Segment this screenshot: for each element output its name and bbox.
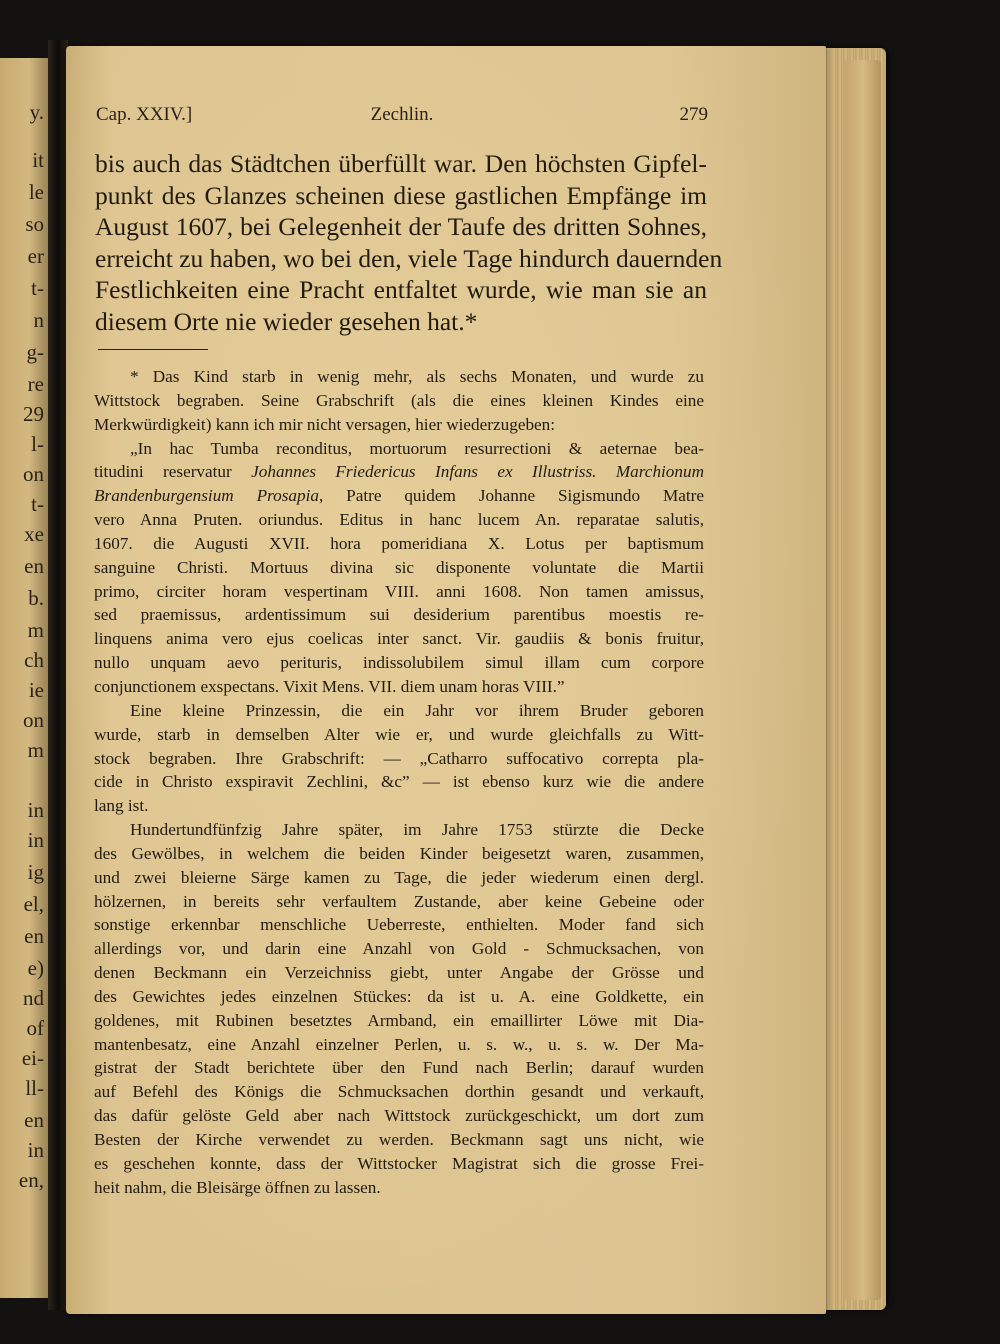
footnote-line: wurde, starb in demselben Alter wie er, und wurde gleichfalls zu Witt- xyxy=(94,724,704,744)
left-page-fragment: it xyxy=(32,148,44,172)
left-page-fragment: n xyxy=(33,308,44,332)
epitaph-text: titudini reservatur xyxy=(94,462,252,482)
left-page-fragment: ei- xyxy=(21,1046,44,1070)
left-page-fragment: xe xyxy=(24,522,44,546)
text-line: bis auch das Städtchen überfüllt war. Den höchsten Gipfel- xyxy=(95,149,707,178)
footnote-line: und zwei bleierne Särge kamen zu Tage, die jeder wiederum einen dergl. xyxy=(94,867,704,887)
left-page-fragment: en, xyxy=(18,1168,44,1192)
left-page-fragment: en xyxy=(24,924,44,948)
epitaph-line: conjunctionem exspectans. Vixit Mens. VII. diem unam horas VIII.” xyxy=(94,676,565,696)
epitaph-line: nullo unquam aevo perituris, indissolubilem simul illam cum corpore xyxy=(94,653,704,673)
left-page-fragment: l- xyxy=(31,432,44,456)
footnote-line: des Gewölbes, in welchem die beiden Kinder beigesetzt waren, zusammen, xyxy=(94,843,704,863)
left-page-fragment: t- xyxy=(31,492,44,516)
footnote-line: das dafür gelöste Geld aber nach Wittstock zurückgeschickt, um dort zum xyxy=(94,1106,704,1126)
left-page-fragment: y. xyxy=(29,100,44,124)
left-page-fragment: el, xyxy=(23,892,44,916)
left-page-fragment: ig xyxy=(27,860,44,884)
epitaph-line: „In hac Tumba reconditus, mortuorum resurrectioni & aeternae bea- xyxy=(130,438,704,458)
epitaph-italic-name: Brandenburgensium Prosapia xyxy=(94,486,319,506)
left-page-fragment: so xyxy=(25,212,44,236)
epitaph-line: sanguine Christi. Mortuus divina sic disponente voluntate die Martii xyxy=(94,557,704,577)
footnote-line: cide in Christo exspiravit Zechlini, &c” — ist ebenso kurz wie die andere xyxy=(94,772,704,792)
left-page-fragment: of xyxy=(26,1016,44,1040)
footnote-line: hölzernen, in bereits sehr verfaultem Zustande, aber keine Gebeine oder xyxy=(94,891,704,911)
left-page-fragment: 29 xyxy=(23,402,44,426)
footnote-line: sonstige erkennbar menschliche Ueberreste, enthielten. Moder fand sich xyxy=(94,915,704,935)
footnote-line: Eine kleine Prinzessin, die ein Jahr vor ihrem Bruder geboren xyxy=(130,700,704,720)
epitaph-line: 1607. die Augusti XVII. hora pomeridiana X. Lotus per baptismum xyxy=(94,533,704,553)
left-page-fragment: on xyxy=(23,462,44,486)
left-page-fragment: ie xyxy=(28,678,44,702)
footnote-rule xyxy=(98,349,208,350)
left-page-fragment: m xyxy=(27,618,44,642)
epitaph-italic-name: Johannes Friedericus Infans ex Illustriss. Marchionum xyxy=(251,462,704,482)
footnote xyxy=(94,365,704,1200)
left-page-fragment: en xyxy=(24,1108,44,1132)
left-page-fragment: on xyxy=(23,708,44,732)
text-line: punkt des Glanzes scheinen diese gastlichen Empfänge im xyxy=(95,180,707,210)
text-line: Festlichkeiten eine Pracht entfaltet wurde, wie man sie an xyxy=(95,275,707,305)
left-page-fragment: re xyxy=(27,372,44,396)
left-page-fragment: in xyxy=(27,798,44,822)
left-page-fragment: in xyxy=(27,1138,44,1162)
footnote-line: heit nahm, die Bleisärge öffnen zu lassen. xyxy=(94,1177,381,1197)
left-page-edge xyxy=(0,58,48,1298)
footnote-line: Besten der Kirche verwendet zu werden. Beckmann sagt uns nicht, wie xyxy=(94,1130,704,1149)
left-page-fragment: g- xyxy=(26,340,44,364)
epitaph-line: vero Anna Pruten. oriundus. Editus in hanc lucem An. reparatae salutis, xyxy=(94,510,704,530)
running-title: Zechlin. xyxy=(370,104,434,125)
footnote-line: stock begraben. Ihre Grabschrift: — „Catharro suffocativo correpta pla- xyxy=(94,748,704,768)
left-page-fragment: e) xyxy=(27,956,44,980)
footnote-line: auf Befehl des Königs die Schmucksachen dorthin gesandt und verkauft, xyxy=(94,1082,704,1102)
chapter-label: Cap. XXIV.] xyxy=(96,104,193,125)
left-page-fragment: nd xyxy=(23,986,44,1010)
left-page-fragment: er xyxy=(27,244,44,268)
footnote-line: mantenbesatz, eine Anzahl einzelner Perlen, u. s. w., u. s. w. Der Ma- xyxy=(94,1034,704,1054)
footnote-line: allerdings vor, und darin eine Anzahl von Gold - Schmucksachen, von xyxy=(94,939,704,959)
left-page-fragment: ll- xyxy=(25,1076,44,1100)
page-edges-inner xyxy=(845,60,881,1300)
text-line: diesem Orte nie wieder gesehen hat.* xyxy=(95,306,478,336)
main-text xyxy=(95,148,723,338)
epitaph-line: sed praemissus, ardentissimum sui desiderium parentibus moestis re- xyxy=(94,605,704,625)
page-number: 279 xyxy=(679,104,708,125)
left-page-fragment: le xyxy=(28,180,44,204)
footnote-line: * Das Kind starb in wenig mehr, als sechs Monaten, und wurde zu xyxy=(130,367,704,386)
epitaph-text: , Patre quidem Johanne Sigismundo Matre xyxy=(318,486,704,506)
running-header xyxy=(96,104,708,132)
footnote-line: Hundertundfünfzig Jahre später, im Jahre 1753 stürzte die Decke xyxy=(130,820,704,840)
text-line: August 1607, bei Gelegenheit der Taufe des dritten Sohnes, xyxy=(95,212,707,242)
footnote-line: des Gewichtes jedes einzelnen Stückes: da ist u. A. eine Goldkette, ein xyxy=(94,986,704,1006)
left-page-fragment: en xyxy=(24,554,44,578)
epitaph-line xyxy=(94,484,704,508)
footnote-line: Merkwürdigkeit) kann ich mir nicht versagen, hier wiederzugeben: xyxy=(94,414,556,434)
footnote-line: goldenes, mit Rubinen besetztes Armband, ein emaillirter Löwe mit Dia- xyxy=(94,1010,704,1030)
left-page-fragment: b. xyxy=(28,586,44,610)
footnote-line: Wittstock begraben. Seine Grabschrift (als die eines kleinen Kindes eine xyxy=(94,390,704,410)
left-page-fragment: ch xyxy=(24,648,44,672)
epitaph-line: linquens anima vero ejus coelicas inter sanct. Vir. gaudiis & bonis fruitur, xyxy=(94,629,704,649)
footnote-line: gistrat der Stadt berichtete über den Fund nach Berlin; darauf wurden xyxy=(94,1058,704,1078)
book-spine xyxy=(48,40,68,1310)
footnote-line: es geschehen konnte, dass der Wittstocker Magistrat sich die grosse Frei- xyxy=(94,1153,704,1173)
left-page-fragment: t- xyxy=(31,276,44,300)
footnote-line: denen Beckmann ein Verzeichniss giebt, unter Angabe der Grösse und xyxy=(94,963,704,983)
footnote-line: lang ist. xyxy=(94,796,149,816)
left-page-fragment: in xyxy=(27,828,44,852)
text-line: erreicht zu haben, wo bei den, viele Tage hindurch dauernden xyxy=(95,243,723,273)
epitaph-line: primo, circiter horam vespertinam VIII. anni 1608. Non tamen amissus, xyxy=(94,581,704,601)
epitaph-line xyxy=(94,460,704,484)
left-page-fragment: m xyxy=(27,738,44,762)
